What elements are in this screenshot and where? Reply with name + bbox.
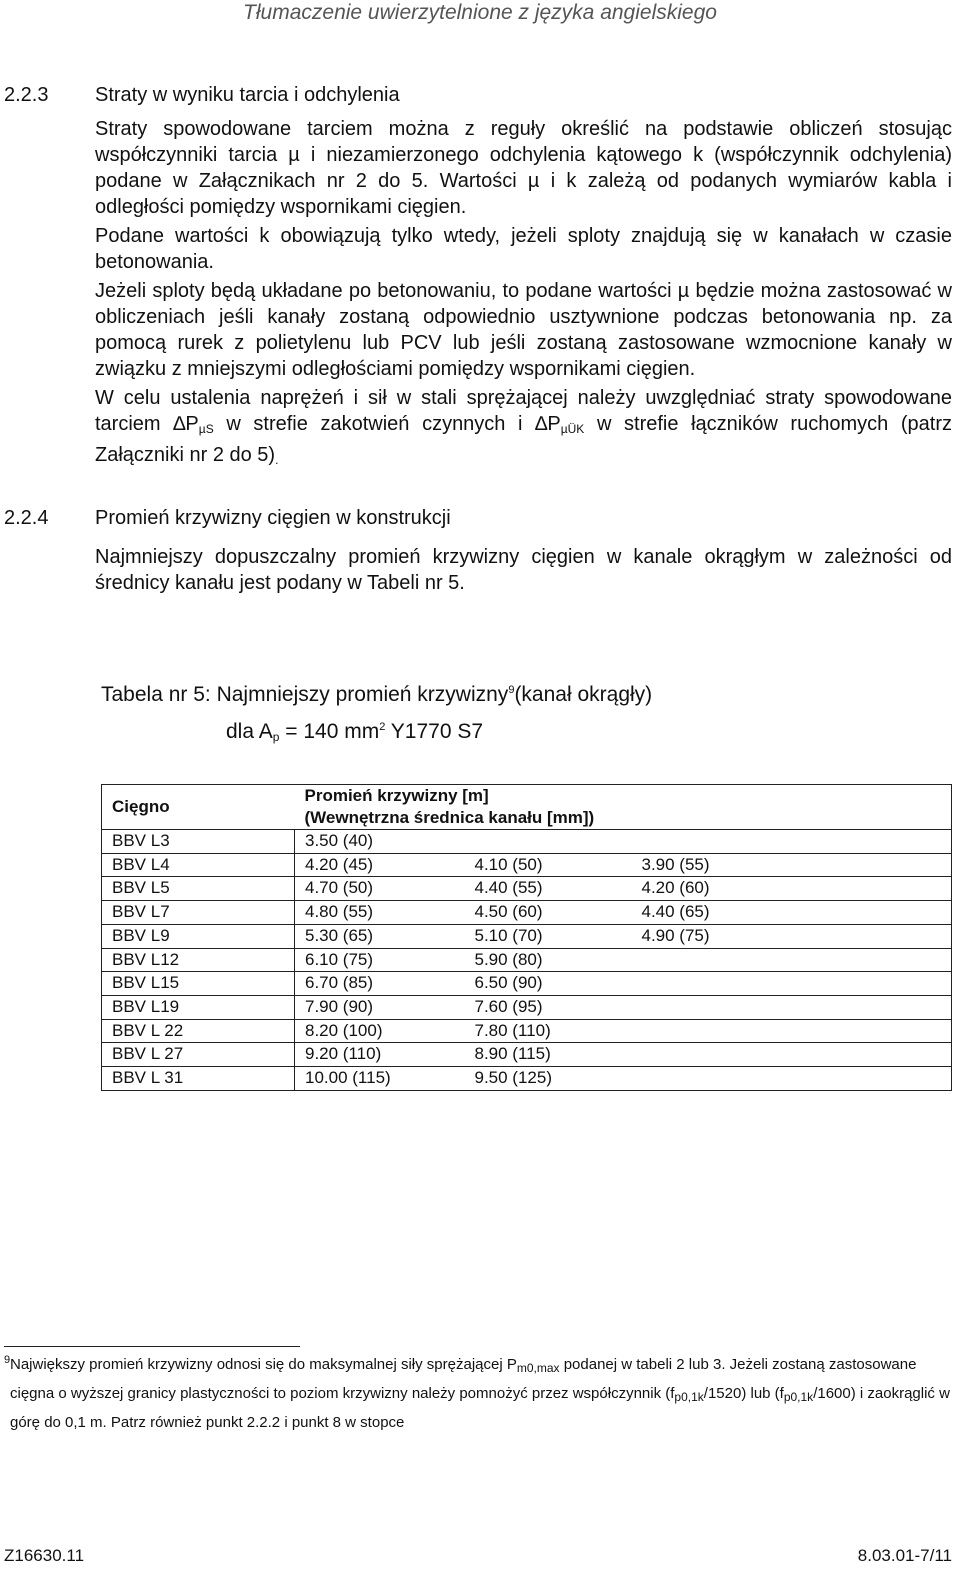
superscript: 2 (379, 721, 386, 733)
footnote-mark: 9 (4, 1354, 11, 1366)
tendon-cell: BBV L12 (102, 948, 295, 972)
radius-cell (632, 1043, 952, 1067)
radius-cell: 4.10 (50) (465, 853, 632, 877)
radius-cell: 5.90 (80) (465, 948, 632, 972)
radius-cell: 5.10 (70) (465, 924, 632, 948)
section-title: Straty w wyniku tarcia i odchylenia (95, 84, 400, 106)
tendon-cell: BBV L5 (102, 877, 295, 901)
section-number: 2.2.3 (4, 84, 49, 106)
section-body (95, 544, 952, 599)
radius-cell: 3.50 (40) (295, 830, 465, 854)
tendon-cell: BBV L19 (102, 995, 295, 1019)
subscript: p (272, 730, 280, 744)
section-number: 2.2.4 (4, 507, 49, 529)
radius-cell (632, 1019, 952, 1043)
radius-cell: 4.50 (60) (465, 901, 632, 925)
paragraph (95, 385, 952, 473)
footnote-text: /1600) i zaokrąglić w górę do 0,1 m. Patrz również punkt 2.2.2 i punkt 8 w stopce (10, 1385, 950, 1431)
caption-text: Tabela nr 5: Najmniejszy promień krzywizny (101, 683, 509, 706)
radius-cell (632, 1067, 952, 1091)
radius-cell: 7.60 (95) (465, 995, 632, 1019)
table-row (102, 901, 952, 925)
footnote-divider (4, 1346, 300, 1347)
radius-cell (632, 948, 952, 972)
header-line: Promień krzywizny [m] (304, 786, 489, 805)
period: . (275, 453, 279, 467)
tendon-cell: BBV L7 (102, 901, 295, 925)
table-row (102, 877, 952, 901)
radius-cell: 3.90 (55) (632, 853, 952, 877)
radius-cell: 6.70 (85) (295, 972, 465, 996)
subscript: µS (198, 422, 214, 436)
caption-text: Y1770 S7 (385, 720, 484, 743)
radius-cell (632, 972, 952, 996)
page-number: 8.03.01-7/11 (857, 1546, 952, 1565)
section-body (95, 116, 952, 476)
radius-cell: 4.40 (55) (465, 877, 632, 901)
footnote-text: Największy promień krzywizny odnosi się do maksymalnej siły sprężającej P (10, 1356, 517, 1373)
table-subcaption (226, 720, 483, 744)
table-caption (101, 683, 652, 707)
radius-cell: 4.20 (60) (632, 877, 952, 901)
footnote-text: /1520) lub (f (703, 1385, 784, 1402)
table-row (102, 972, 952, 996)
subscript: µÜK (560, 422, 585, 436)
caption-text: = 140 mm (279, 720, 380, 743)
tendon-cell: BBV L9 (102, 924, 295, 948)
radius-cell: 7.80 (110) (465, 1019, 632, 1043)
radius-table (101, 784, 952, 1091)
table-row (102, 995, 952, 1019)
header-cell-radius (295, 785, 952, 830)
subscript: m0,max (516, 1361, 560, 1375)
radius-cell: 4.90 (75) (632, 924, 952, 948)
radius-cell: 5.30 (65) (295, 924, 465, 948)
radius-cell: 4.20 (45) (295, 853, 465, 877)
paragraph: Podane wartości k obowiązują tylko wtedy, jeżeli sploty znajdują się w kanałach w czasie betonowania. (95, 225, 952, 273)
radius-cell: 6.50 (90) (465, 972, 632, 996)
text: w strefie zakotwień czynnych i ∆P (213, 413, 561, 435)
radius-cell (632, 830, 952, 854)
radius-cell: 4.80 (55) (295, 901, 465, 925)
radius-cell: 10.00 (115) (295, 1067, 465, 1091)
table-row (102, 830, 952, 854)
radius-cell: 9.20 (110) (295, 1043, 465, 1067)
subscript: p0,1k (783, 1390, 814, 1404)
radius-cell (632, 995, 952, 1019)
radius-cell: 7.90 (90) (295, 995, 465, 1019)
text: W celu ustalenia naprężeń i sił w stali sprężającej należy uwzględniać straty spowodowane tarciem ∆P (95, 387, 952, 435)
paragraph: Najmniejszy dopuszczalny promień krzywizny cięgien w kanale okrągłym w zależności od średnicy kanału jest podany w Tabeli nr 5. (95, 546, 952, 594)
table-row (102, 853, 952, 877)
radius-cell: 8.20 (100) (295, 1019, 465, 1043)
radius-cell (465, 830, 632, 854)
radius-cell: 9.50 (125) (465, 1067, 632, 1091)
footnote (4, 1352, 955, 1435)
table-row (102, 1019, 952, 1043)
tendon-cell: BBV L4 (102, 853, 295, 877)
tendon-cell: BBV L15 (102, 972, 295, 996)
footnote-text: podanej w tabeli 2 lub 3. Jeżeli zostaną zastosowane cięgna o wyższej granicy plastyczności to poziom krzywizny należy pomnożyć przez współczynnik (f (10, 1356, 917, 1402)
paragraph: Jeżeli sploty będą układane po betonowaniu, to podane wartości µ będzie można zastosować w obliczeniach jeśli kanały zostaną odpowiednio usztywnione podczas betonowania np. za pomocą rurek z polietylenu lub PCV lub jeśli zostaną zastosowane wzmocnione kanały w związku z mniejszymi odległościami pomiędzy wspornikami cięgien. (95, 280, 952, 380)
footnote-ref: 9 (508, 684, 515, 696)
radius-cell: 6.10 (75) (295, 948, 465, 972)
tendon-cell: BBV L 22 (102, 1019, 295, 1043)
section-title: Promień krzywizny cięgien w konstrukcji (95, 507, 451, 529)
text: w strefie łączników ruchomych (patrz Załączniki nr 2 do 5) (95, 413, 953, 466)
radius-cell: 4.40 (65) (632, 901, 952, 925)
paragraph: Straty spowodowane tarciem można z reguły określić na podstawie obliczeń stosując współczynniki tarcia µ i niezamierzonego odchylenia kątowego k (współczynnik odchylenia) podane w Załącznikach nr 2 do 5. Wartości µ i k zależą od podanych wymiarów kabla i odległości pomiędzy wspornikami cięgien. (95, 118, 952, 218)
tendon-cell: BBV L 27 (102, 1043, 295, 1067)
radius-cell: 4.70 (50) (295, 877, 465, 901)
table-header-row (102, 785, 952, 830)
caption-text: (kanał okrągły) (514, 683, 653, 706)
table-row (102, 1043, 952, 1067)
table-row (102, 948, 952, 972)
header-line: (Wewnętrzna średnica kanału [mm]) (304, 808, 595, 827)
header-cell-tendon: Cięgno (102, 785, 295, 830)
tendon-cell: BBV L 31 (102, 1067, 295, 1091)
radius-cell: 8.90 (115) (465, 1043, 632, 1067)
table-row (102, 1067, 952, 1091)
table-row (102, 924, 952, 948)
subscript: p0,1k (674, 1390, 704, 1404)
caption-text: dla A (226, 720, 273, 743)
document-code: Z16630.11 (4, 1546, 85, 1565)
page-header: Tłumaczenie uwierzytelnione z języka angielskiego (243, 1, 717, 24)
tendon-cell: BBV L3 (102, 830, 295, 854)
